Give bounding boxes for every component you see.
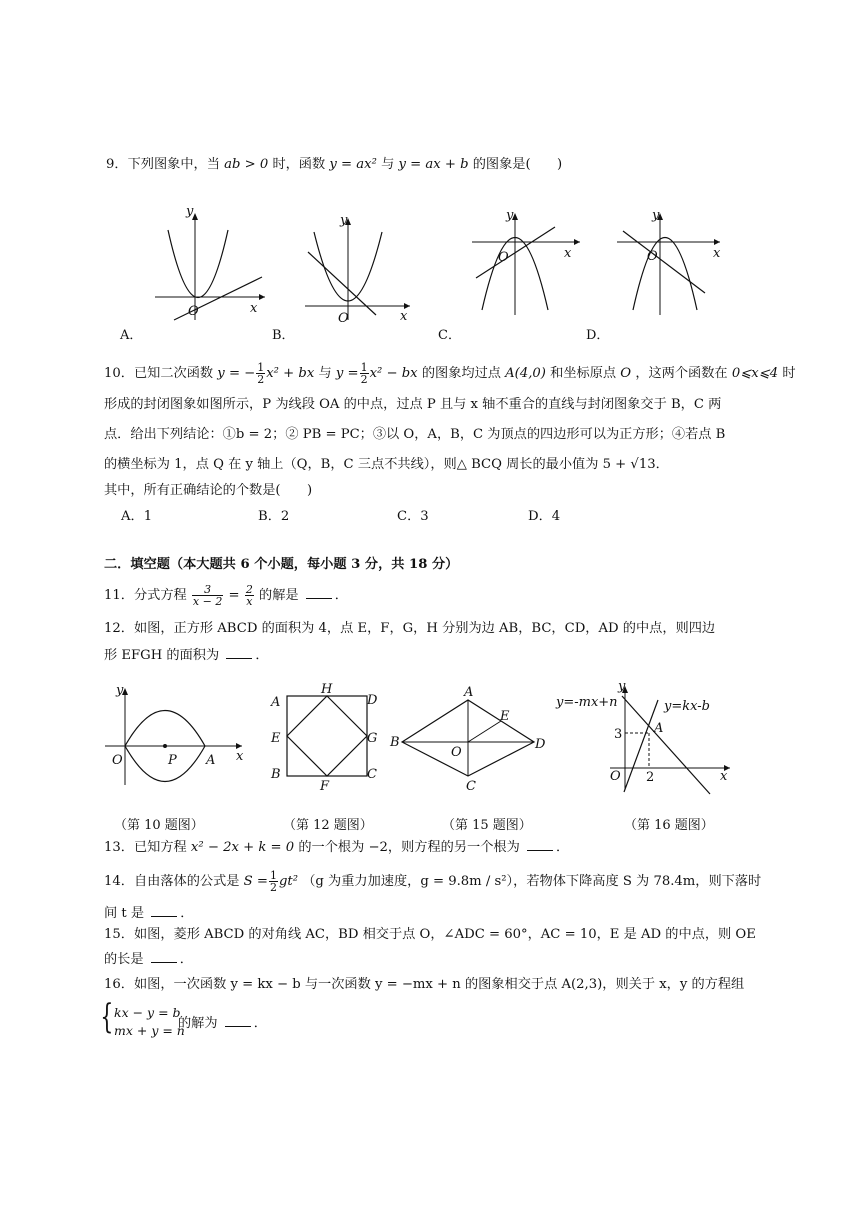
- q16-text: ．: [253, 1016, 267, 1031]
- q10-text: 和坐标原点: [550, 366, 617, 381]
- q9-option-b: B．: [272, 328, 295, 343]
- q11-equals: =: [228, 588, 240, 603]
- q9-text: 9．下列图象中，当: [106, 157, 220, 172]
- q10-function-1-tail: x² + bx: [266, 366, 315, 381]
- fig15-label-d: D: [535, 737, 546, 752]
- q16-system-eq-2: mx + y = n: [114, 1023, 185, 1038]
- q9-graph-b: [300, 210, 415, 325]
- section-title: 二．填空题（本大题共 6 个小题，每小题 3 分，共 18 分）: [104, 557, 459, 572]
- fraction-denominator: 2: [269, 881, 277, 894]
- q16-text: 的解为: [178, 1016, 218, 1031]
- svg-text:x: x: [713, 246, 721, 261]
- q10-text: 的图象均过点: [421, 366, 501, 381]
- q13-stem: [104, 838, 569, 857]
- q10-text: 与: [318, 366, 332, 381]
- fraction-denominator: 2: [360, 373, 368, 386]
- caption-fig-15: （第 15 题图）: [442, 818, 532, 833]
- q14-text: 间 t 是: [104, 906, 145, 921]
- q9-option-a: A．: [120, 328, 143, 343]
- answer-blank[interactable]: [306, 586, 332, 599]
- fig15-label-c: C: [466, 779, 476, 794]
- fig16-label-a: A: [654, 721, 664, 736]
- q11-text: 的解是: [259, 588, 299, 603]
- svg-text:y: y: [340, 213, 348, 228]
- q10-option-a: A．1: [121, 509, 153, 524]
- fig10-label-y: y: [116, 683, 124, 698]
- fig12-label-b: B: [271, 767, 281, 782]
- answer-blank[interactable]: [151, 950, 177, 963]
- fig16-label-2: 2: [646, 770, 655, 785]
- q11-fraction-left: [192, 584, 223, 607]
- q13-text: 的一个根为 −2，则方程的另一个根为: [298, 840, 520, 855]
- q10-option-d: D．4: [528, 509, 561, 524]
- fig15-label-b: B: [390, 735, 400, 750]
- fig10-label-x: x: [236, 749, 244, 764]
- figure-10: [100, 680, 250, 790]
- q11-text: ．: [334, 588, 348, 603]
- fig12-label-g: G: [367, 731, 378, 746]
- q15-line-1: 15．如图，菱形 ABCD 的对角线 AC，BD 相交于点 O，∠ADC = 60°，AC = 10，E 是 AD 的中点，则 OE: [104, 927, 756, 942]
- q9-condition: ab > 0: [224, 157, 269, 172]
- q14-line-2: [104, 904, 193, 923]
- q10-function-2: y =: [335, 366, 359, 381]
- q9-stem: [106, 156, 562, 174]
- q10-text: ，这两个函数在: [635, 366, 728, 381]
- fraction-denominator: x − 2: [192, 595, 223, 608]
- q16-system-eq-1: kx − y = b: [114, 1005, 181, 1020]
- answer-blank[interactable]: [226, 646, 252, 659]
- fig12-label-h: H: [321, 682, 333, 697]
- q10-option-b: B．2: [258, 509, 290, 524]
- q10-point-a: A(4,0): [505, 366, 546, 381]
- fraction-numerator: 3: [192, 584, 223, 596]
- figure-15: [388, 686, 553, 796]
- caption-fig-12: （第 12 题图）: [283, 818, 373, 833]
- caption-fig-16: （第 16 题图）: [624, 818, 714, 833]
- q10-text: 10．已知二次函数: [104, 366, 214, 381]
- q14-text: ．: [180, 906, 194, 921]
- fraction-numerator: 1: [269, 869, 277, 882]
- svg-text:y: y: [186, 204, 194, 219]
- answer-blank[interactable]: [527, 838, 553, 851]
- caption-fig-10: （第 10 题图）: [114, 818, 204, 833]
- fig16-label-y: y: [618, 679, 626, 694]
- q9-graph-a: [150, 205, 270, 325]
- fig12-label-c: C: [367, 767, 377, 782]
- q15-text: 的长是: [104, 952, 144, 967]
- fraction-denominator: 2: [257, 373, 265, 386]
- figure-12: [265, 682, 385, 792]
- fig12-label-a: A: [271, 695, 281, 710]
- q9-option-c: C．: [438, 328, 461, 343]
- q12-text: 形 EFGH 的面积为: [104, 648, 220, 663]
- fraction-numerator: 1: [257, 361, 265, 374]
- q13-equation: x² − 2x + k = 0: [190, 840, 295, 855]
- svg-text:y: y: [652, 208, 660, 223]
- fraction-numerator: 2: [245, 583, 253, 596]
- q16-line-2: [178, 1014, 267, 1033]
- q16-line-1: 16．如图，一次函数 y = kx − b 与一次函数 y = −mx + n 的图象相交于点 A(2,3)，则关于 x，y 的方程组: [104, 977, 745, 992]
- q9-function-1: y = ax²: [329, 157, 377, 172]
- q15-line-2: [104, 950, 193, 969]
- fig10-label-o: O: [112, 753, 123, 768]
- q9-graph-c: [470, 205, 585, 320]
- fig10-label-a: A: [206, 753, 216, 768]
- fig12-label-e: E: [271, 731, 281, 746]
- q12-line-2: [104, 646, 269, 665]
- fig16-label-line1: y=kx-b: [664, 699, 710, 714]
- q13-text: ．: [556, 840, 570, 855]
- q10-function-2-tail: x² − bx: [369, 366, 418, 381]
- q14-text: （g 为重力加速度，g = 9.8m / s²），若物体下降高度 S 为 78.4m，则下落时: [302, 874, 762, 889]
- q9-text: 时，函数: [272, 157, 326, 172]
- q10-function-1: y = −: [217, 366, 256, 381]
- q10-range: 0⩽x⩽4: [731, 366, 779, 381]
- answer-blank[interactable]: [151, 904, 177, 917]
- q14-formula-gt: gt²: [278, 874, 298, 889]
- svg-text:y: y: [506, 208, 514, 223]
- q14-formula-s: S =: [243, 874, 268, 889]
- fig15-label-o: O: [451, 745, 462, 760]
- svg-text:x: x: [250, 301, 258, 316]
- svg-text:O: O: [338, 311, 349, 326]
- q12-text: ．: [255, 648, 269, 663]
- q10-line-2: 形成的封闭图象如图所示，P 为线段 OA 的中点，过点 P 且与 x 轴不重合的直线与封闭图象交于 B，C 两: [104, 397, 722, 412]
- svg-text:O: O: [647, 249, 658, 264]
- fig10-label-p: P: [168, 753, 177, 768]
- figure-16: [556, 679, 735, 795]
- q10-fraction-2: [360, 362, 369, 385]
- q15-text: ．: [179, 952, 193, 967]
- fraction-denominator: x: [246, 595, 253, 608]
- q14-fraction: [269, 870, 278, 893]
- fig15-label-a: A: [464, 685, 474, 700]
- svg-text:O: O: [188, 304, 199, 319]
- q12-line-1: 12．如图，正方形 ABCD 的面积为 4，点 E，F，G，H 分别为边 AB，BC，CD，AD 的中点，则四边: [104, 621, 716, 636]
- q14-line-1: [104, 870, 761, 893]
- q10-line-3: 点．给出下列结论：①b = 2；② PB = PC；③以 O，A，B，C 为顶点的四边形可以为正方形；④若点 B: [104, 427, 726, 442]
- fig16-label-x: x: [720, 769, 728, 784]
- system-brace: {: [100, 997, 114, 1037]
- fig16-label-o: O: [610, 769, 621, 784]
- q9-graph-d: [615, 205, 730, 320]
- q10-line-4: 的横坐标为 1，点 Q 在 y 轴上（Q，B，C 三点不共线），则△ BCQ 周长的最小值为 5 + √13．: [104, 457, 669, 472]
- fig12-label-d: D: [367, 693, 378, 708]
- q9-option-d: D．: [586, 328, 610, 343]
- q10-text: 时: [782, 366, 796, 381]
- q10-origin: O: [620, 366, 632, 381]
- svg-text:O: O: [498, 250, 509, 265]
- q11-fraction-right: [245, 584, 254, 607]
- fig15-label-e: E: [500, 709, 510, 724]
- q13-text: 13．已知方程: [104, 840, 187, 855]
- q10-option-c: C．3: [397, 509, 429, 524]
- q11-text: 11．分式方程: [104, 588, 187, 603]
- answer-blank[interactable]: [225, 1014, 251, 1027]
- svg-text:x: x: [564, 246, 572, 261]
- q10-line-5: 其中，所有正确结论的个数是( ): [104, 483, 313, 498]
- q14-text: 14．自由落体的公式是: [104, 874, 240, 889]
- q9-text: 与: [381, 157, 395, 172]
- fraction-numerator: 1: [360, 361, 368, 374]
- q11-stem: [104, 584, 348, 607]
- svg-text:x: x: [400, 309, 408, 324]
- fig16-label-line2: y=-mx+n: [556, 695, 618, 710]
- q9-text: 的图象是( ): [472, 157, 563, 172]
- fig16-label-3: 3: [614, 727, 623, 742]
- fig12-label-f: F: [320, 779, 330, 794]
- q9-function-2: y = ax + b: [398, 157, 469, 172]
- q10-line-1: [104, 362, 796, 385]
- q10-fraction-1: [256, 362, 265, 385]
